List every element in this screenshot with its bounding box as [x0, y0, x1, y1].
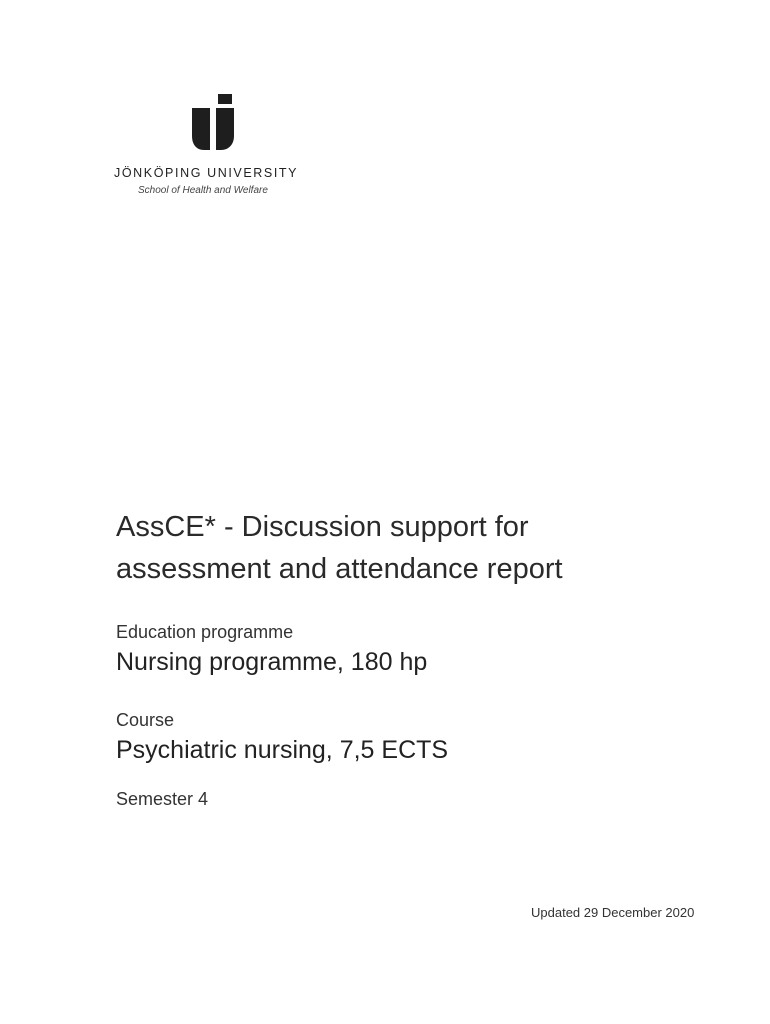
title-line-1: AssCE* - Discussion support for — [116, 511, 529, 543]
document-title — [116, 506, 716, 590]
education-programme-value: Nursing programme, 180 hp — [116, 648, 428, 676]
university-logo — [114, 92, 324, 204]
course-value: Psychiatric nursing, 7,5 ECTS — [116, 736, 449, 764]
school-name: School of Health and Welfare — [138, 185, 268, 196]
university-name: JÖNKÖPING UNIVERSITY — [114, 166, 299, 180]
ju-logo-mark-icon — [190, 94, 238, 150]
semester-label: Semester 4 — [116, 789, 209, 809]
updated-date: Updated 29 December 2020 — [531, 905, 695, 920]
title-line-2: assessment and attendance report — [116, 553, 563, 585]
education-programme-label: Education programme — [116, 622, 294, 642]
course-label: Course — [116, 710, 175, 730]
